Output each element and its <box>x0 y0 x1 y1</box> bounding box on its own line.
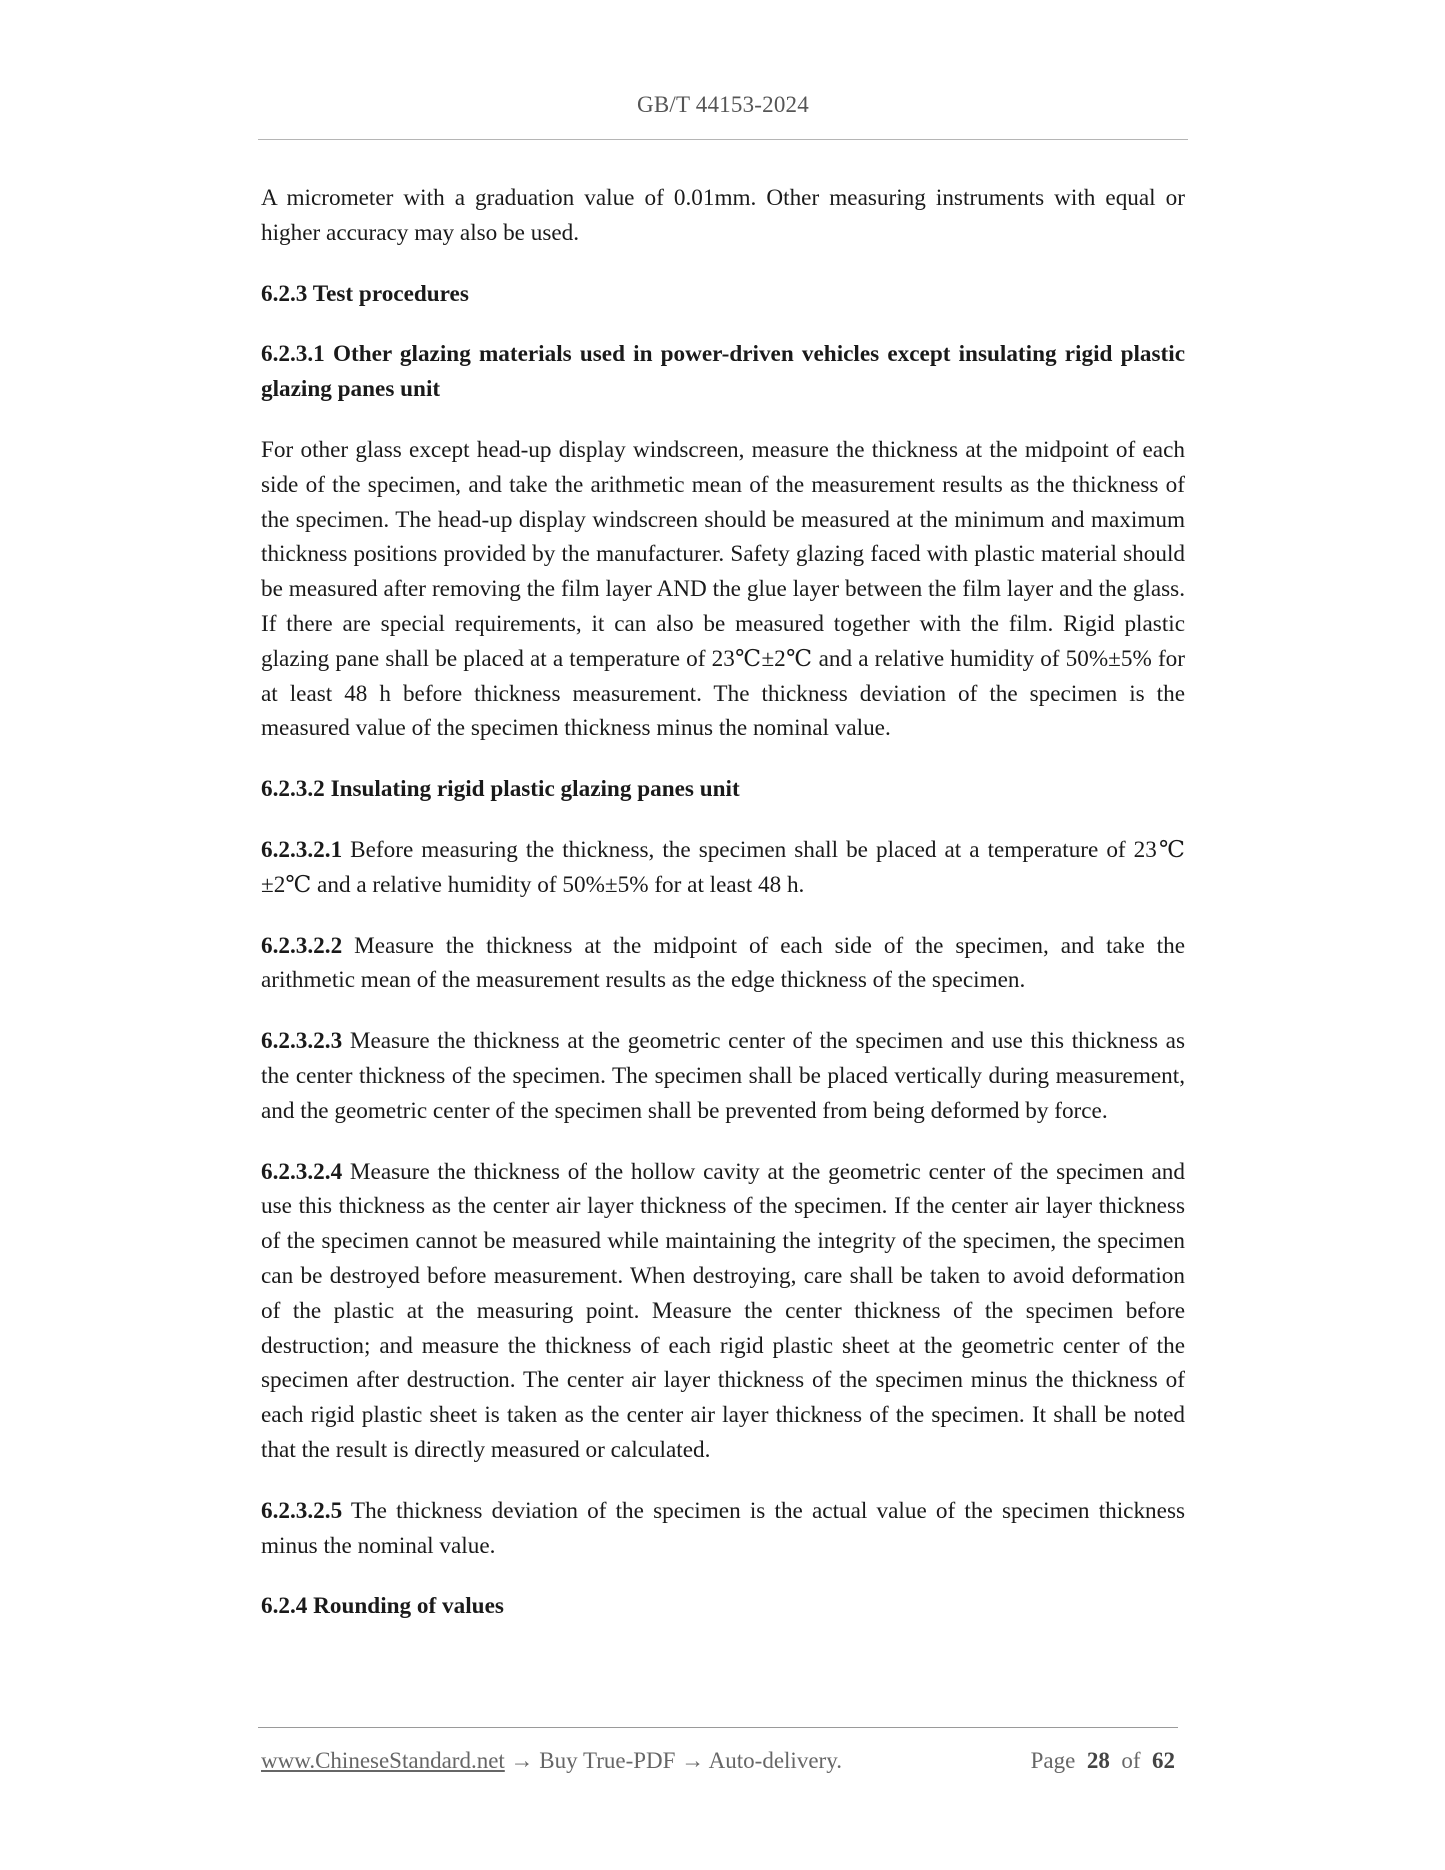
section-heading-6-2-3-2: 6.2.3.2 Insulating rigid plastic glazing panes unit <box>261 776 740 803</box>
clause-text: The thickness deviation of the specimen is the actual value of the specimen thickness minus the nominal value. <box>261 1497 1185 1559</box>
clause-6-2-3-2-2 <box>261 929 1185 999</box>
page-content <box>261 181 1185 1624</box>
total-pages-number: 62 <box>1152 1748 1175 1773</box>
arrow-icon: → <box>675 1748 709 1773</box>
clause-6-2-3-2-5 <box>261 1494 1185 1564</box>
section-heading-6-2-3-1: 6.2.3.1 Other glazing materials used in power-driven vehicles except insulating rigid plastic glazing panes unit <box>261 341 1185 403</box>
clause-6-2-3-2-1 <box>261 833 1185 903</box>
header-divider <box>258 139 1188 140</box>
section-heading-6-2-4: 6.2.4 Rounding of values <box>261 1593 504 1620</box>
clause-number: 6.2.3.2.5 <box>261 1497 343 1524</box>
site-link[interactable]: www.ChineseStandard.net <box>261 1748 505 1773</box>
current-page-number: 28 <box>1086 1748 1110 1773</box>
clause-text: Before measuring the thickness, the specimen shall be placed at a temperature of 23℃±2℃ and a relative humidity of 50%±5% for at least 48 h. <box>261 836 1185 898</box>
document-header-id: GB/T 44153-2024 <box>637 92 809 117</box>
buy-text: Buy True-PDF <box>539 1748 676 1773</box>
clause-text: Measure the thickness of the hollow cavity at the geometric center of the specimen and use this thickness as the center air layer thickness of the specimen. If the center air layer thickness of the specimen cannot be measured while maintaining the integrity of the specimen, the specimen can be destroyed before measurement. When destroying, care shall be taken to avoid deformation of the plastic at the measuring point. Measure the center thickness of the specimen before destruction; and measure the thickness of each rigid plastic sheet at the geometric center of the specimen after destruction. The center air layer thickness of the specimen minus the thickness of each rigid plastic sheet is taken as the center air layer thickness of the specimen. It shall be noted that the result is directly measured or calculated. <box>261 1158 1185 1463</box>
of-label: of <box>1121 1748 1141 1773</box>
instrument-paragraph: A micrometer with a graduation value of 0.01mm. Other measuring instruments with equal or higher accuracy may also be used. <box>261 185 1185 246</box>
delivery-text: Auto-delivery. <box>708 1748 842 1773</box>
paragraph-6-2-3-1: For other glass except head-up display windscreen, measure the thickness at the midpoint of each side of the specimen, and take the arithmetic mean of the measurement results as the thickness of the specimen. The head-up display windscreen should be measured at the minimum and maximum thickness positions provided by the manufacturer. Safety glazing faced with plastic material should be measured after removing the film layer AND the glue layer between the film layer and the glass. If there are special requirements, it can also be measured together with the film. Rigid plastic glazing pane shall be placed at a temperature of 23℃±2℃ and a relative humidity of 50%±5% for at least 48 h before thickness measurement. The thickness deviation of the specimen is the measured value of the specimen thickness minus the nominal value. <box>261 436 1185 742</box>
clause-text: Measure the thickness at the geometric center of the specimen and use this thickness as the center thickness of the specimen. The specimen shall be placed vertically during measurement, and the geometric center of the specimen shall be prevented from being deformed by force. <box>261 1028 1185 1124</box>
clause-number: 6.2.3.2.4 <box>261 1158 343 1185</box>
footer-divider <box>258 1727 1178 1728</box>
footer-promo <box>261 1748 842 1774</box>
clause-number: 6.2.3.2.1 <box>261 836 343 863</box>
clause-number: 6.2.3.2.3 <box>261 1028 343 1055</box>
page-indicator <box>1031 1748 1175 1774</box>
clause-6-2-3-2-3 <box>261 1024 1185 1128</box>
clause-text: Measure the thickness at the midpoint of each side of the specimen, and take the arithmetic mean of the measurement results as the edge thickness of the specimen. <box>261 932 1185 994</box>
arrow-icon: → <box>504 1748 540 1773</box>
clause-6-2-3-2-4 <box>261 1155 1185 1468</box>
section-heading-6-2-3: 6.2.3 Test procedures <box>261 280 469 307</box>
page-label: Page <box>1030 1748 1076 1773</box>
clause-number: 6.2.3.2.2 <box>261 932 343 959</box>
